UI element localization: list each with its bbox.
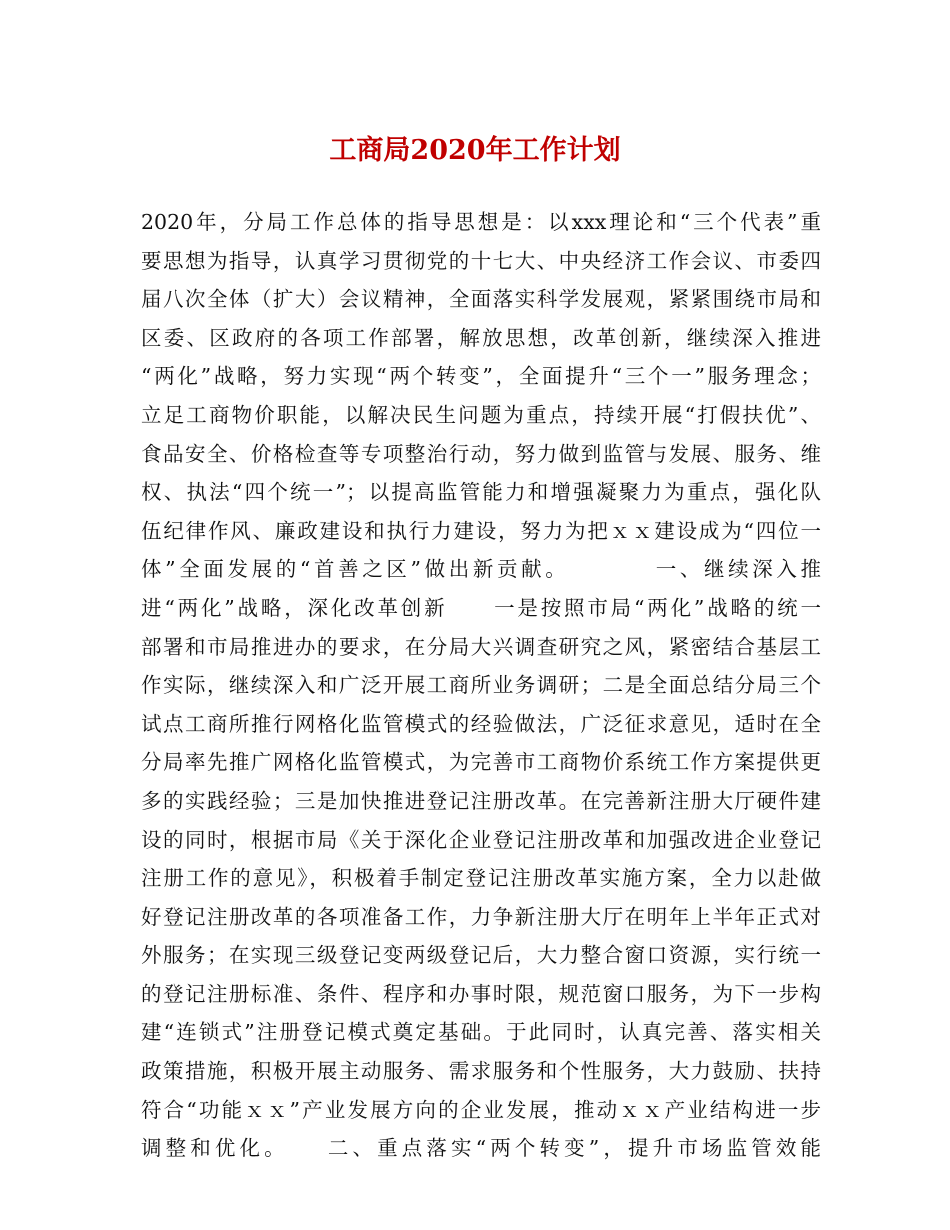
body-line: 区委、区政府的各项工作部署，解放思想，改革创新，继续深入推进 xyxy=(141,325,821,350)
body-line: 2020年，分局工作总体的指导思想是：以xxx理论和“三个代表”重 xyxy=(141,210,821,234)
body-line: 的登记注册标准、条件、程序和办事时限，规范窗口服务，为下一步构 xyxy=(141,981,821,1006)
body-line: 多的实践经验；三是加快推进登记注册改革。在完善新注册大厅硬件建 xyxy=(141,788,821,813)
body-line: 届八次全体（扩大）会议精神，全面落实科学发展观，紧紧围绕市局和 xyxy=(141,287,821,312)
body-line: 外服务；在实现三级登记变两级登记后，大力整合窗口资源，实行统一 xyxy=(141,943,821,968)
document-body xyxy=(141,203,821,1168)
body-line: 伍纪律作风、廉政建设和执行力建设，努力为把ｘｘ建设成为“四位一 xyxy=(141,518,821,543)
body-line: 进“两化”战略，深化改革创新 一是按照市局“两化”战略的统一 xyxy=(141,595,821,620)
body-line: 建“连锁式”注册登记模式奠定基础。于此同时，认真完善、落实相关 xyxy=(141,1020,821,1045)
body-line: 注册工作的意见》，积极着手制定登记注册改革实施方案，全力以赴做 xyxy=(141,866,821,891)
body-line: 好登记注册改革的各项准备工作，力争新注册大厅在明年上半年正式对 xyxy=(141,904,821,929)
body-line: 试点工商所推行网格化监管模式的经验做法，广泛征求意见，适时在全 xyxy=(141,711,821,736)
body-line: 立足工商物价职能，以解决民生问题为重点，持续开展“打假扶优”、 xyxy=(141,402,821,427)
body-line: 作实际，继续深入和广泛开展工商所业务调研；二是全面总结分局三个 xyxy=(141,673,821,698)
document-title: 工商局2020年工作计划 xyxy=(329,135,621,166)
body-line: 权、执法“四个统一”；以提高监管能力和增强凝聚力为重点，强化队 xyxy=(141,480,821,505)
body-line: 设的同时，根据市局《关于深化企业登记注册改革和加强改进企业登记 xyxy=(141,827,821,852)
body-line: 体”全面发展的“首善之区”做出新贡献。 一、继续深入推 xyxy=(141,557,821,582)
body-line: 符合“功能ｘｘ”产业发展方向的企业发展，推动ｘｘ产业结构进一步 xyxy=(141,1097,821,1122)
body-line: 政策措施，积极开展主动服务、需求服务和个性服务，大力鼓励、扶持 xyxy=(141,1059,821,1084)
body-line: 调整和优化。 二、重点落实“两个转变”，提升市场监管效能 xyxy=(141,1136,821,1161)
body-line: 分局率先推广网格化监管模式，为完善市工商物价系统工作方案提供更 xyxy=(141,750,821,775)
body-line: 要思想为指导，认真学习贯彻党的十七大、中央经济工作会议、市委四 xyxy=(141,248,821,273)
body-line: 食品安全、价格检查等专项整治行动，努力做到监管与发展、服务、维 xyxy=(141,441,821,466)
body-line: 部署和市局推进办的要求，在分局大兴调查研究之风，紧密结合基层工 xyxy=(141,634,821,659)
body-line: “两化”战略，努力实现“两个转变”，全面提升“三个一”服务理念； xyxy=(141,364,821,389)
